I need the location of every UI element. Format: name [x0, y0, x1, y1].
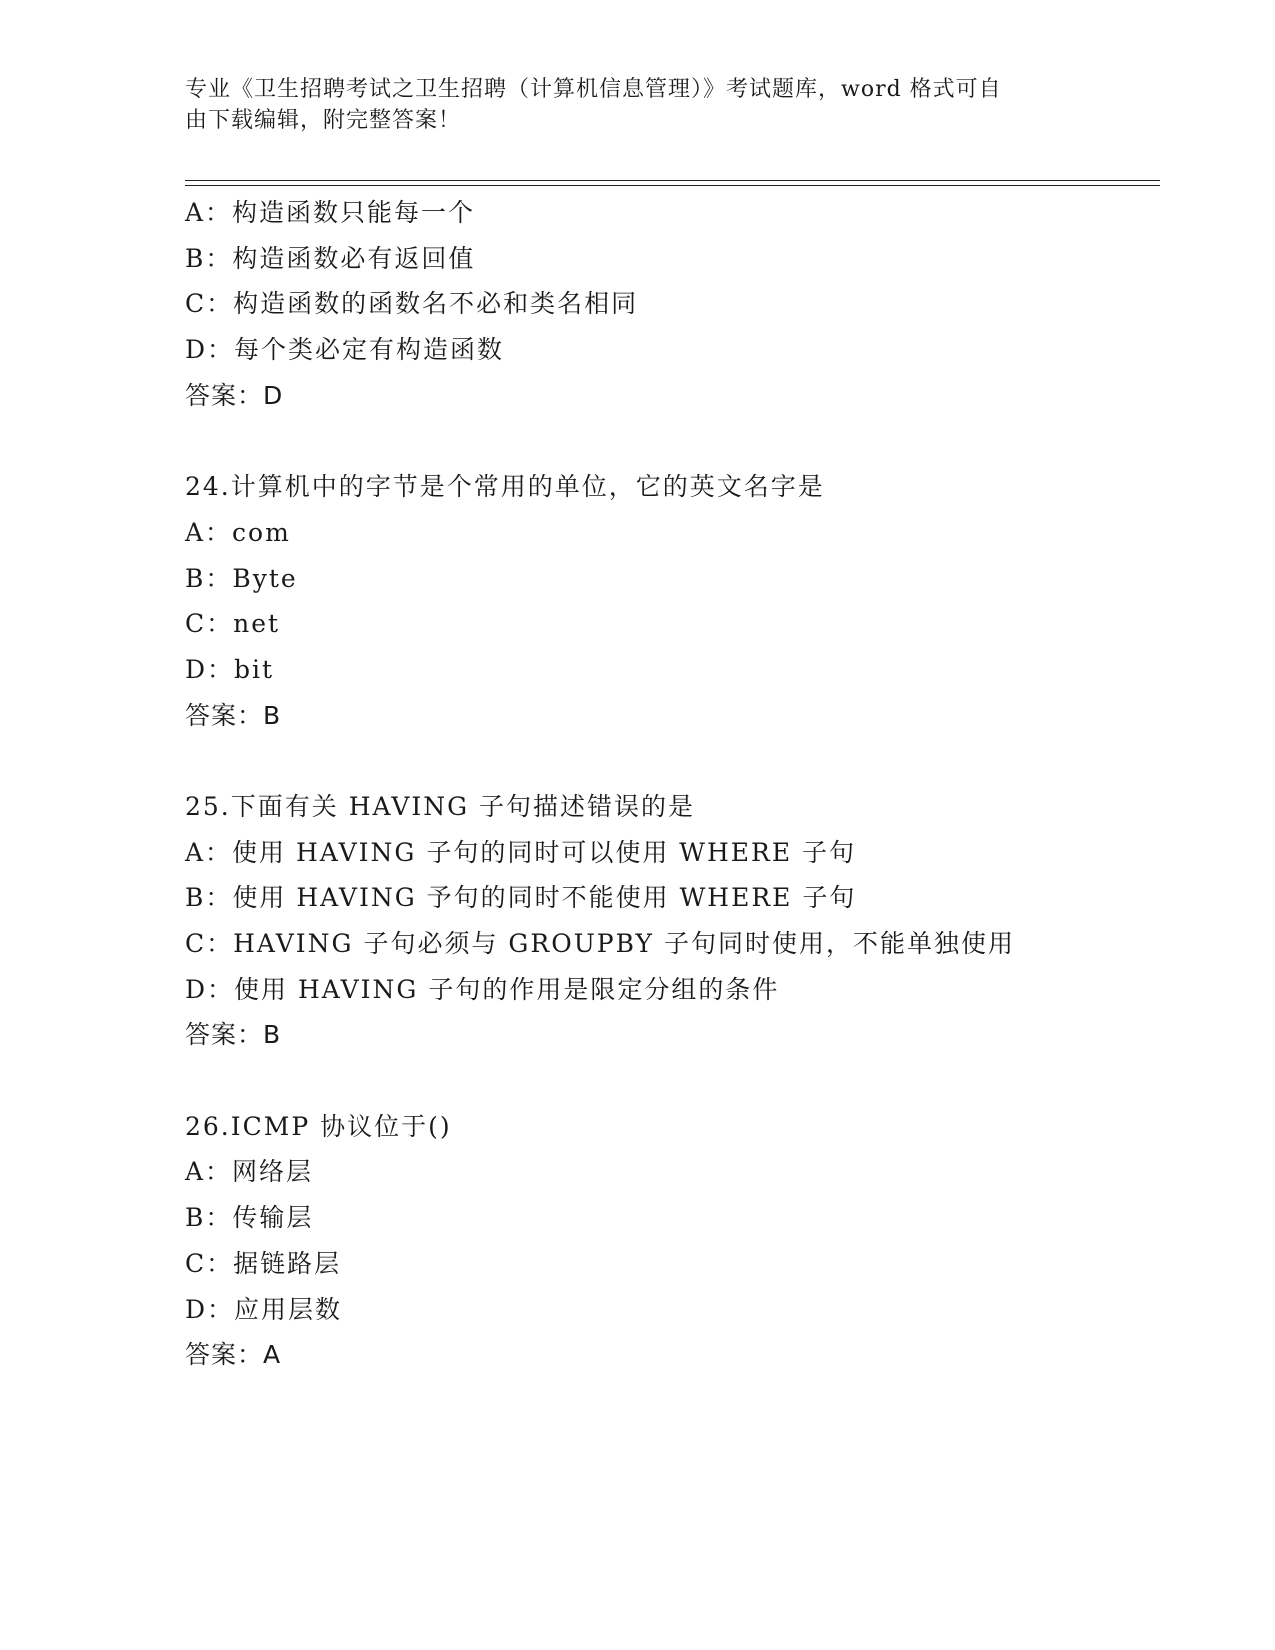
spacer — [185, 1058, 1185, 1104]
header-divider-top — [185, 180, 1160, 181]
option-b: B：构造函数必有返回值 — [185, 243, 476, 273]
question-block-continued — [185, 190, 1185, 418]
question-block-24 — [185, 464, 1185, 738]
header-line-2: 由下载编辑，附完整答案！ — [185, 108, 462, 133]
document-header — [185, 74, 1085, 136]
option-d: D：应用层数 — [185, 1294, 343, 1324]
option-c: C：据链路层 — [185, 1248, 342, 1278]
answer-line: 答案：B — [185, 700, 282, 730]
answer-line: 答案：B — [185, 1020, 282, 1050]
spacer — [185, 418, 1185, 464]
question-block-25 — [185, 784, 1185, 1058]
question-title: 26.ICMP 协议位于() — [185, 1111, 452, 1141]
answer-line: 答案：D — [185, 380, 284, 410]
question-title: 25.下面有关 HAVING 子句描述错误的是 — [185, 791, 696, 821]
option-d: D：每个类必定有构造函数 — [185, 335, 505, 365]
question-block-26 — [185, 1104, 1185, 1378]
spacer — [185, 738, 1185, 784]
option-c: C：net — [185, 609, 281, 639]
header-divider-bottom — [185, 185, 1160, 186]
answer-line: 答案：A — [185, 1340, 282, 1370]
option-b: B：传输层 — [185, 1203, 314, 1233]
option-a: A：构造函数只能每一个 — [185, 198, 476, 227]
header-line-1: 专业《卫生招聘考试之卫生招聘（计算机信息管理）》考试题库，word 格式可自 — [185, 77, 1002, 102]
option-d: D：bit — [185, 654, 275, 684]
option-c: C：HAVING 子句必须与 GROUPBY 子句同时使用，不能单独使用 — [185, 929, 1015, 958]
option-a: A：使用 HAVING 子句的同时可以使用 WHERE 子句 — [185, 837, 857, 867]
option-b: B：Byte — [185, 563, 298, 593]
option-a: A：网络层 — [185, 1157, 314, 1187]
option-d: D：使用 HAVING 子句的作用是限定分组的条件 — [185, 974, 780, 1004]
question-list — [185, 190, 1185, 1378]
question-title: 24.计算机中的字节是个常用的单位，它的英文名字是 — [185, 472, 825, 502]
option-a: A：com — [185, 517, 291, 547]
option-c: C：构造函数的函数名不必和类名相同 — [185, 289, 639, 319]
option-b: B：使用 HAVING 予句的同时不能使用 WHERE 子句 — [185, 883, 857, 913]
